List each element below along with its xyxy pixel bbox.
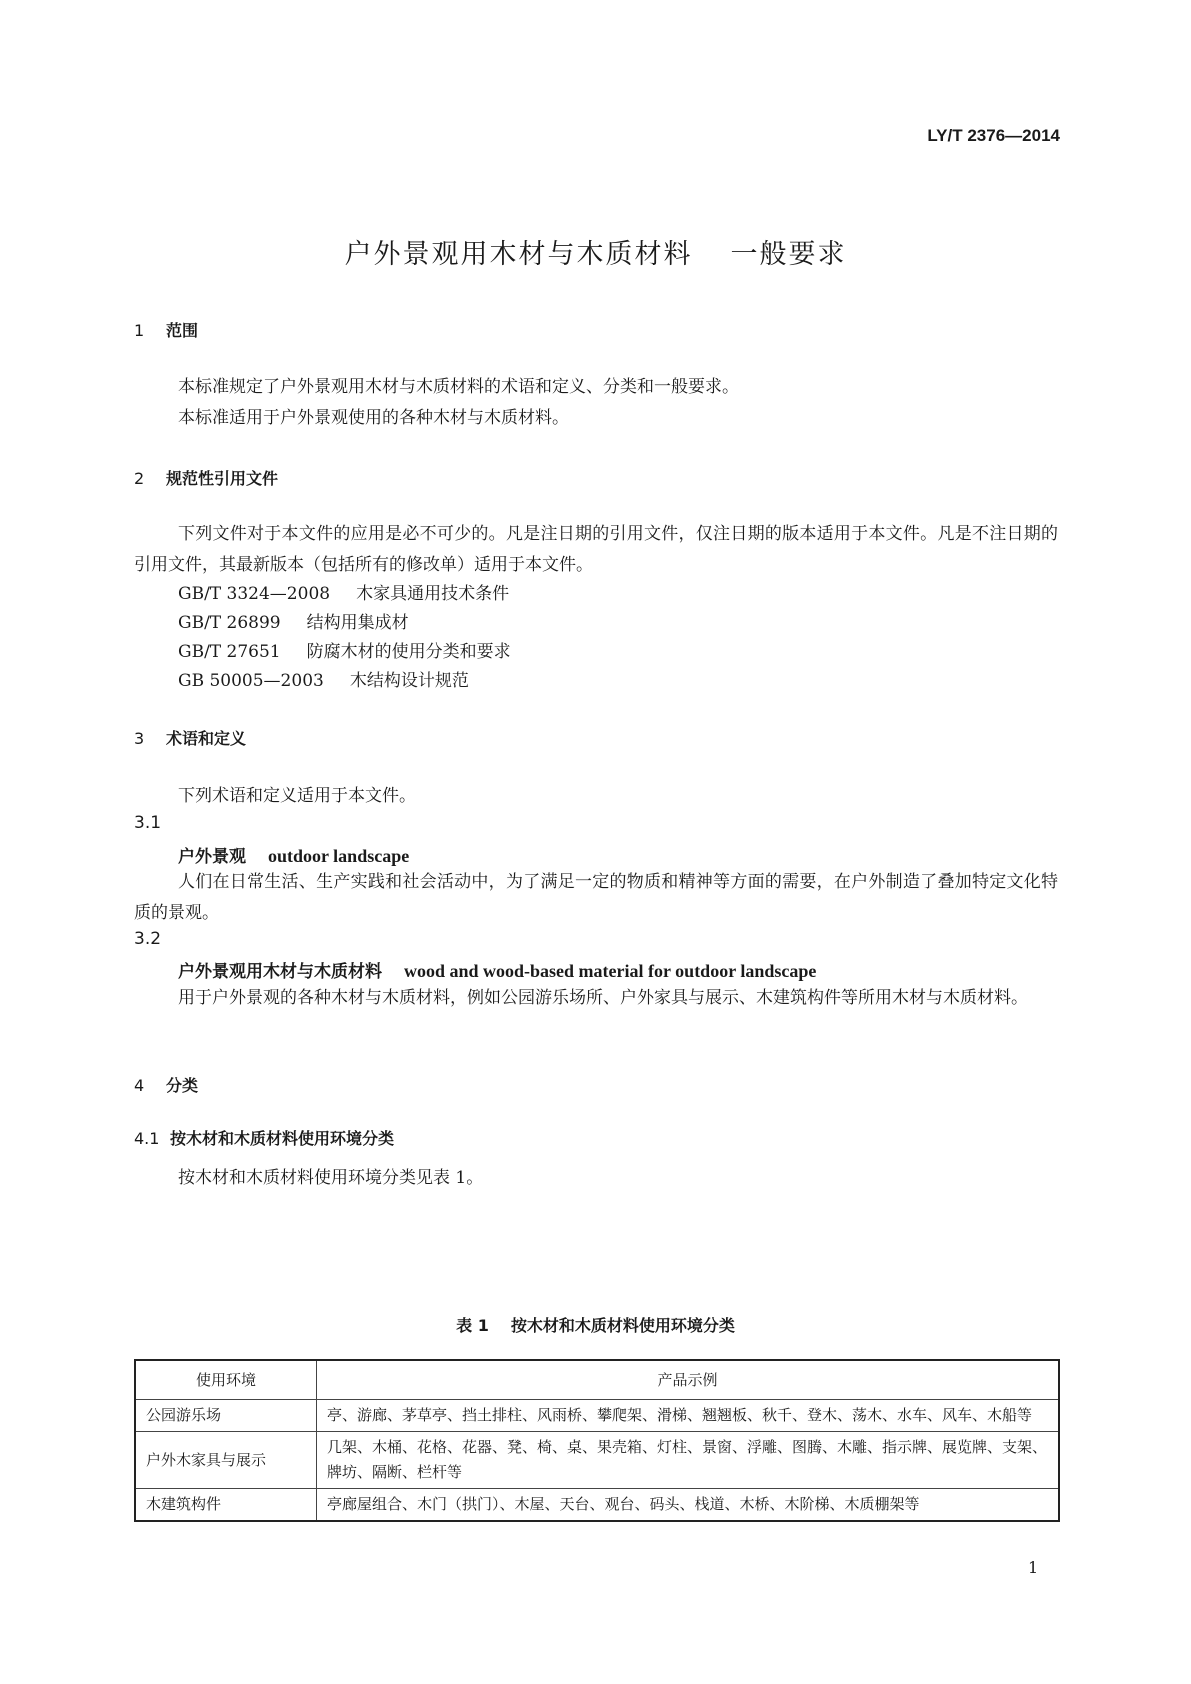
reference-title: 木结构设计规范: [349, 671, 469, 691]
header-examples: 产品示例: [317, 1360, 1060, 1400]
scope-paragraph-1: 本标准规定了户外景观用木材与木质材料的术语和定义、分类和一般要求。: [178, 377, 739, 397]
standard-code: LY/T 2376—2014: [927, 126, 1060, 145]
cell-environment: 户外木家具与展示: [135, 1432, 317, 1489]
table-header-row: [135, 1360, 1059, 1400]
section-4-heading: [134, 1073, 198, 1096]
reference-item: [178, 579, 509, 604]
cell-examples: 亭廊屋组合、木门（拱门）、木屋、天台、观台、码头、栈道、木桥、木阶梯、木质棚架等: [317, 1489, 1060, 1522]
term-chinese: 户外景观: [178, 847, 246, 867]
term-heading: [178, 842, 409, 867]
reference-title: 结构用集成材: [306, 613, 409, 633]
table-row: [135, 1432, 1059, 1489]
term-english: wood and wood-based material for outdoor landscape: [404, 961, 817, 981]
table-row: [135, 1489, 1059, 1522]
section-title: 分类: [166, 1076, 199, 1095]
section-title: 术语和定义: [166, 729, 247, 748]
cell-examples: 亭、游廊、茅草亭、挡土排柱、风雨桥、攀爬架、滑梯、翘翘板、秋千、登木、荡木、水车、风车、木船等: [317, 1400, 1060, 1432]
subsection-title: 按木材和木质材料使用环境分类: [170, 1129, 395, 1148]
section-number: 3: [134, 729, 145, 748]
section-2-heading: [134, 466, 278, 489]
section-title: 范围: [166, 321, 199, 340]
term-chinese: 户外景观用木材与木质材料: [178, 962, 382, 982]
cell-environment: 木建筑构件: [135, 1489, 317, 1522]
document-title: [0, 232, 1191, 271]
term-english: outdoor landscape: [268, 846, 410, 866]
table-caption-text: 按木材和木质材料使用环境分类: [510, 1316, 735, 1335]
reference-code: GB/T 27651: [178, 642, 281, 662]
terms-intro: 下列术语和定义适用于本文件。: [178, 786, 416, 806]
reference-code: GB/T 26899: [178, 613, 281, 633]
scope-paragraph-2: 本标准适用于户外景观使用的各种木材与木质材料。: [178, 408, 569, 428]
term-heading: [178, 957, 816, 982]
table-label: 表 1: [456, 1316, 489, 1335]
term-definition: 人们在日常生活、生产实践和社会活动中，为了满足一定的物质和精神等方面的需要，在户外制造了叠加特定文化特质的景观。: [134, 872, 1058, 923]
table-row: [135, 1400, 1059, 1432]
cell-environment: 公园游乐场: [135, 1400, 317, 1432]
section-number: 2: [134, 469, 145, 488]
term-definition: 用于户外景观的各种木材与木质材料，例如公园游乐场所、户外家具与展示、木建筑构件等所用木材与木质材料。: [178, 988, 1028, 1008]
title-part-2: 一般要求: [730, 239, 847, 270]
table-caption: [0, 1313, 1191, 1336]
clause-number: 3.2: [134, 929, 162, 949]
reference-title: 木家具通用技术条件: [356, 584, 510, 604]
section-3-heading: [134, 726, 246, 749]
reference-item: [178, 666, 469, 691]
subsection-number: 4.1: [134, 1129, 160, 1148]
classification-table: [134, 1359, 1060, 1522]
section-number: 4: [134, 1076, 145, 1095]
reference-code: GB 50005—2003: [178, 671, 324, 691]
section-1-heading: [134, 318, 198, 341]
header-environment: 使用环境: [135, 1360, 317, 1400]
subsection-4-1-heading: [134, 1126, 394, 1149]
page-number: 1: [1028, 1558, 1039, 1577]
cell-examples: 几架、木桶、花格、花器、凳、椅、桌、果壳箱、灯柱、景窗、浮雕、图腾、木雕、指示牌、展览牌、支架、牌坊、隔断、栏杆等: [317, 1432, 1060, 1489]
reference-title: 防腐木材的使用分类和要求: [306, 642, 511, 662]
references-paragraph: 下列文件对于本文件的应用是必不可少的。凡是注日期的引用文件，仅注日期的版本适用于本文件。凡是不注日期的引用文件，其最新版本（包括所有的修改单）适用于本文件。: [134, 524, 1058, 575]
clause-number: 3.1: [134, 813, 162, 833]
classification-paragraph: 按木材和木质材料使用环境分类见表 1。: [178, 1168, 484, 1188]
section-title: 规范性引用文件: [166, 469, 279, 488]
reference-item: [178, 637, 511, 662]
reference-item: [178, 608, 409, 633]
reference-code: GB/T 3324—2008: [178, 584, 331, 604]
title-part-1: 户外景观用木材与木质材料: [344, 239, 693, 270]
section-number: 1: [134, 321, 145, 340]
